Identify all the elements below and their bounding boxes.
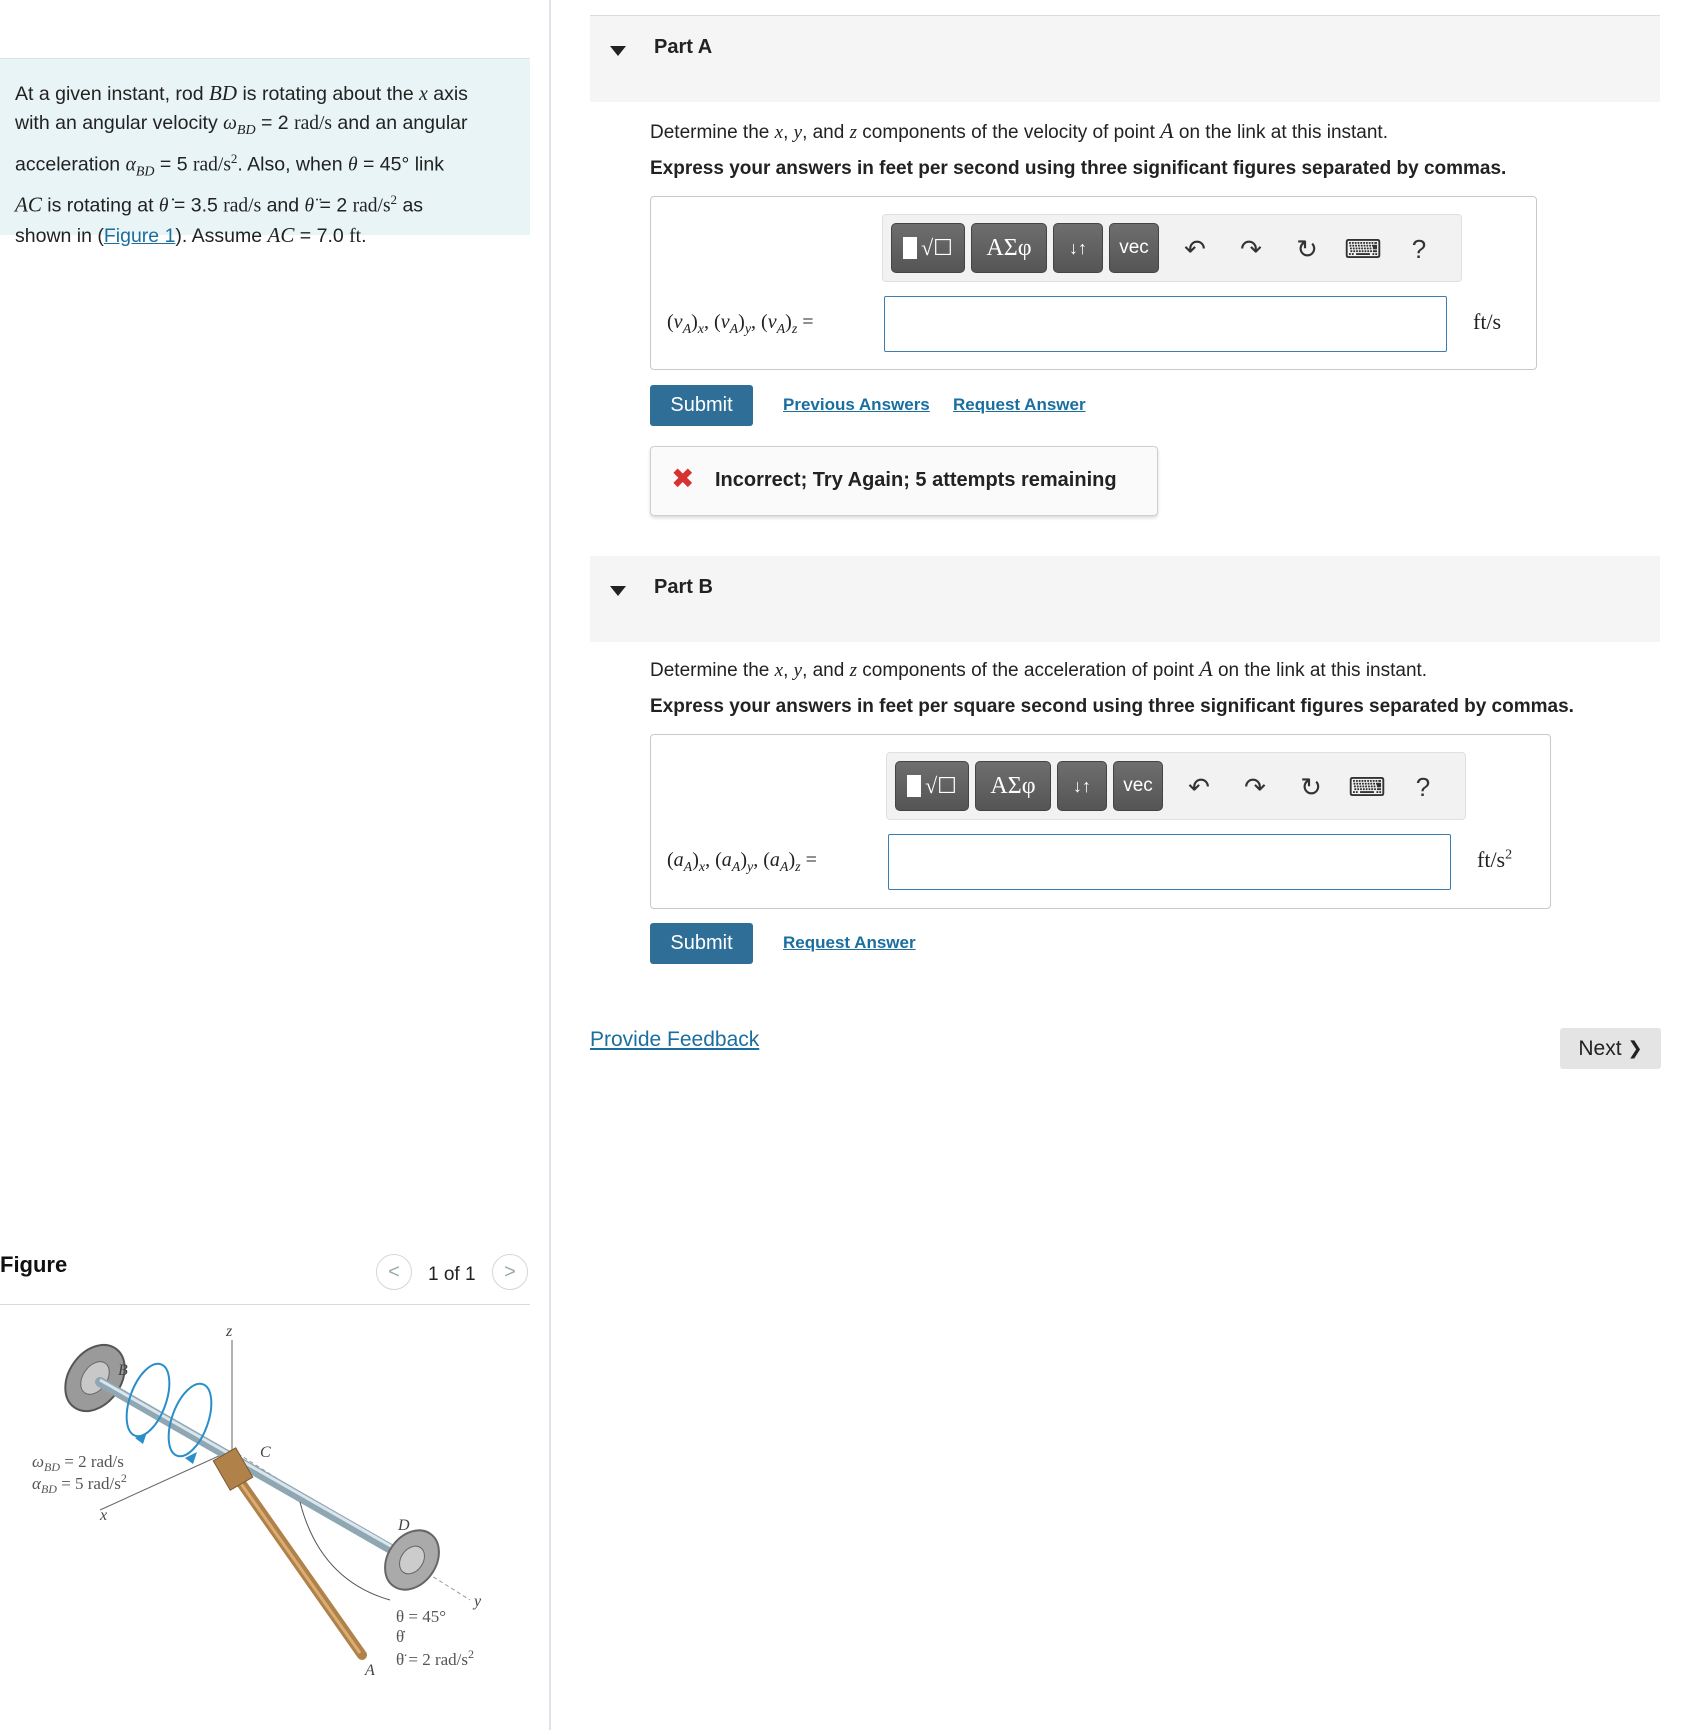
omega-label: $\omega_{BD} = 2$ rad/s: [32, 1452, 124, 1474]
greek-button[interactable]: ΑΣφ: [975, 761, 1051, 811]
problem-line-4: AC is rotating at θ̇ = 3.5 rad/s and θ̈ = 2 rad/$s^2$ as: [15, 192, 424, 217]
part-a-submit-button[interactable]: Submit: [650, 385, 753, 426]
figure-1-link[interactable]: Figure 1: [103, 224, 176, 247]
incorrect-feedback: [650, 446, 1158, 516]
figure-illustration: [0, 1320, 510, 1720]
templates-button[interactable]: [891, 223, 965, 273]
problem-statement: [0, 58, 530, 247]
figure-prev-button[interactable]: [376, 1254, 412, 1290]
chevron-left-icon: <: [388, 1260, 400, 1283]
provide-feedback-link[interactable]: Provide Feedback: [590, 1028, 760, 1051]
part-b-header[interactable]: [590, 556, 1660, 642]
theta-label: θ = 45°: [396, 1607, 447, 1626]
rod-bd: [100, 1382, 410, 1560]
collapse-triangle-icon: [610, 586, 626, 596]
part-b-answer-input[interactable]: [888, 834, 1451, 890]
part-a-label: Part A: [654, 36, 713, 58]
part-a-instruction: Express your answers in feet per second using three significant figures separated by commas.: [650, 158, 1507, 179]
part-a-header[interactable]: [590, 16, 1660, 102]
column-divider: [549, 0, 551, 1730]
vec-button[interactable]: vec: [1109, 223, 1159, 273]
error-x-icon: ✖: [671, 463, 695, 494]
vec-button[interactable]: vec: [1113, 761, 1163, 811]
collapse-triangle-icon: [610, 46, 626, 56]
template-block-icon: [907, 775, 921, 797]
subscript-button[interactable]: [1057, 761, 1107, 811]
label-a: A: [365, 1662, 375, 1679]
reset-icon[interactable]: ↻: [1300, 771, 1322, 802]
greek-button[interactable]: ΑΣφ: [971, 223, 1047, 273]
keyboard-icon[interactable]: ⌨: [1344, 233, 1382, 264]
subscript-button[interactable]: [1053, 223, 1103, 273]
label-c: C: [260, 1444, 271, 1461]
problem-line-3: acceleration $\alpha_{BD} = 5$ rad/$s^2$. Also, when θ = 45° link: [15, 150, 444, 180]
undo-icon[interactable]: ↶: [1184, 233, 1206, 264]
sqrt-icon: √☐: [925, 773, 957, 798]
part-b-answer-label: $(a_A)_x$, $(a_A)_y$, $(a_A)_z$ =: [667, 849, 817, 875]
figure-title: Figure: [0, 1252, 68, 1277]
part-a-math-toolbar: [882, 214, 1462, 282]
part-b-question: Determine the x, y, and z components of the acceleration of point A on the link at this instant.: [650, 656, 1428, 681]
part-b-math-toolbar: [886, 752, 1466, 820]
undo-icon[interactable]: ↶: [1188, 771, 1210, 802]
previous-answers-link[interactable]: Previous Answers: [783, 395, 930, 414]
part-a-answer-label: $(v_A)_x$, $(v_A)_y$, $(v_A)_z$ =: [667, 311, 814, 337]
label-d: D: [398, 1517, 410, 1534]
label-x: x: [100, 1507, 108, 1524]
problem-line-2: with an angular velocity $\omega_{BD} = 2$ rad/s and an angular: [15, 112, 468, 138]
help-icon[interactable]: ?: [1415, 771, 1431, 802]
part-a-question: Determine the x, y, and z components of the velocity of point A on the link at this instant.: [650, 118, 1388, 143]
templates-button[interactable]: [895, 761, 969, 811]
chevron-right-icon: >: [504, 1260, 516, 1283]
part-b-request-answer-link[interactable]: Request Answer: [783, 933, 916, 952]
next-button[interactable]: Next ❯: [1560, 1028, 1661, 1069]
sqrt-icon: √☐: [921, 235, 953, 260]
alpha-label: $\alpha_{BD} = 5$ rad/$s^2$: [32, 1471, 127, 1496]
part-a-request-answer-link[interactable]: Request Answer: [953, 395, 1086, 414]
part-a-answer-input[interactable]: [884, 296, 1447, 352]
part-b-instruction: Express your answers in feet per square second using three significant figures separated by commas.: [650, 696, 1574, 717]
problem-line-1: At a given instant, rod BD is rotating about the x axis: [15, 81, 468, 105]
arrows-updown-icon: ↓↑: [1069, 237, 1087, 258]
reset-icon[interactable]: ↻: [1296, 233, 1318, 264]
rod-bd-highlight: [100, 1380, 410, 1557]
omega-arrowhead-1: [135, 1432, 147, 1444]
redo-icon[interactable]: ↷: [1244, 771, 1266, 802]
part-a-unit: ft/s: [1473, 309, 1502, 334]
template-block-icon: [903, 237, 917, 259]
part-b-answer-box: [650, 734, 1551, 909]
redo-icon[interactable]: ↷: [1240, 233, 1262, 264]
arrows-updown-icon: ↓↑: [1073, 775, 1091, 796]
part-b-unit: $ft/s^2$: [1477, 847, 1513, 872]
label-y: y: [474, 1593, 482, 1610]
part-b-label: Part B: [654, 576, 713, 598]
theta-dot-label: θ̇: [396, 1627, 405, 1646]
label-b: B: [118, 1362, 128, 1379]
feedback-message: Incorrect; Try Again; 5 attempts remaining: [715, 469, 1117, 491]
help-icon[interactable]: ?: [1411, 233, 1427, 264]
problem-line-5: shown in (Figure 1). Assume AC = 7.0 ft.: [15, 222, 367, 247]
chevron-right-icon: ❯: [1627, 1038, 1643, 1058]
figure-counter: 1 of 1: [428, 1264, 476, 1285]
figure-header-rule: [0, 1304, 530, 1305]
theta-ddot-label: θ̈ = 2 rad/$s^2$: [396, 1647, 475, 1669]
label-z: z: [226, 1323, 233, 1340]
part-a-answer-box: [650, 196, 1537, 370]
figure-next-button[interactable]: [492, 1254, 528, 1290]
keyboard-icon[interactable]: ⌨: [1348, 771, 1386, 802]
part-b-submit-button[interactable]: Submit: [650, 923, 753, 964]
